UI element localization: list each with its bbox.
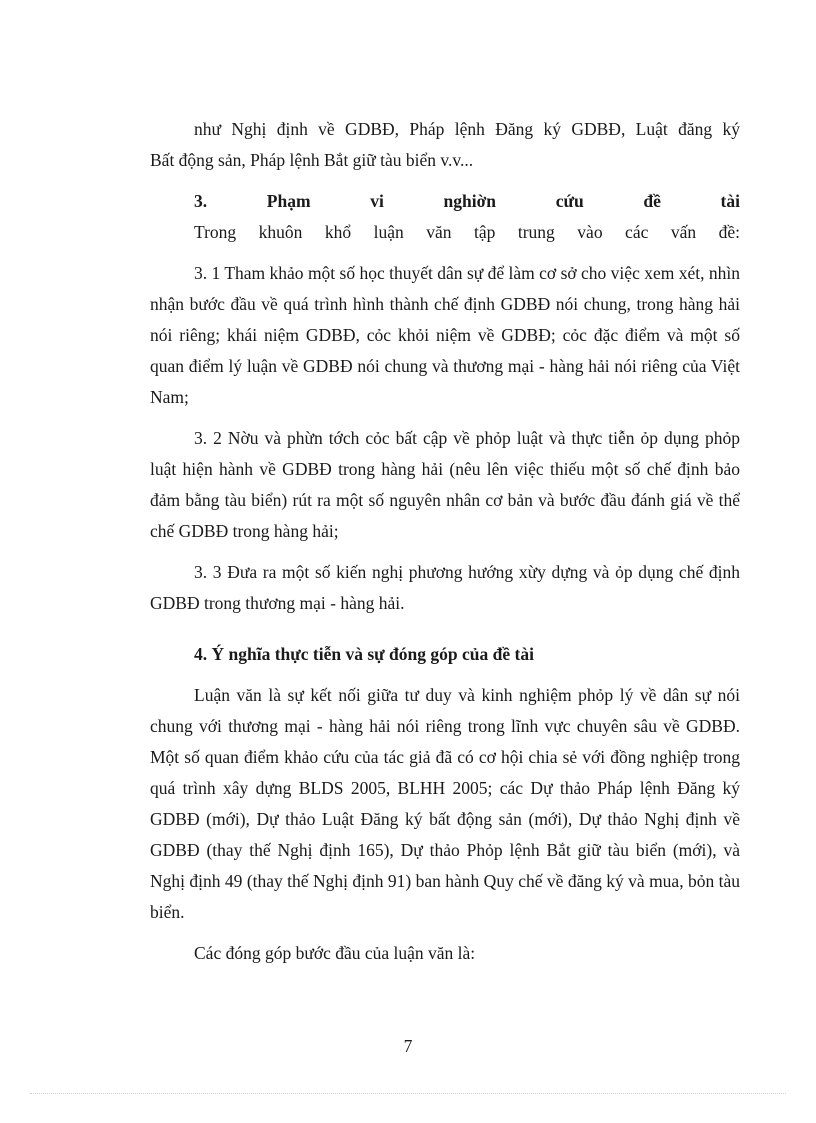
heading-word: cứu [555,191,584,211]
intro-line-1: như Nghị định về GDBĐ, Pháp lệnh Đăng ký GDBĐ, Luật đăng ký [194,119,740,139]
section-3-item-2: 3. 2 Nờu và phừn tớch cỏc bất cập về phỏp luật và thực tiễn ỏp dụng phỏp luật hiện hành về GDBĐ trong hàng hải (nêu lên việc thiếu một số chế định bảo đảm bằng tàu biển) rút ra một số nguyên nhân cơ bản và bước đầu đánh giá về thể chế GDBĐ trong hàng hải; [150,428,740,541]
page-bottom-divider [30,1093,786,1094]
heading-word: nghiờn [443,191,497,211]
page-number: 7 [403,1036,413,1056]
heading-word: 3. [194,191,208,211]
section-4-closing: Các đóng góp bước đầu của luận văn là: [194,943,476,963]
intro-line-2: Bất động sản, Pháp lệnh Bắt giữ tàu biển v.v... [150,150,474,170]
heading-word: vi [370,191,384,211]
section-4-paragraph: Luận văn là sự kết nối giữa tư duy và kinh nghiệm phỏp lý về dân sự nói chung với thương mại - hàng hải nói riêng trong lĩnh vực chuyên sâu về GDBĐ. Một số quan điểm khảo cứu của tác giả đã có cơ hội chia sẻ với đồng nghiệp trong quá trình xây dựng BLDS 2005, BLHH 2005; các Dự thảo Pháp lệnh Đăng ký GDBĐ (mới), Dự thảo Luật Đăng ký bất động sản (mới), Dự thảo Nghị định về GDBĐ (thay thế Nghị định 165), Dự thảo Phỏp lệnh Bắt giữ tàu biển (mới), và Nghị định 49 (thay thế Nghị định 91) ban hành Quy chế về đăng ký và mua, bỏn tàu biển. [150,685,740,922]
heading-word: đề [643,191,661,211]
heading-word: tài [720,191,740,211]
body-text [150,114,740,969]
section-3-lead: Trong khuôn khổ luận văn tập trung vào các vấn đề: [194,222,740,242]
section-3-item-3: 3. 3 Đưa ra một số kiến nghị phương hướng xừy dựng và ỏp dụng chế định GDBĐ trong thương mại - hàng hải. [150,562,740,613]
section-3-item-1: 3. 1 Tham khảo một số học thuyết dân sự để làm cơ sở cho việc xem xét, nhìn nhận bước đầu về quá trình hình thành chế định GDBĐ nói chung, trong hàng hải nói riêng; khái niệm GDBĐ, cỏc khỏi niệm về GDBĐ; cỏc đặc điểm và một số quan điểm lý luận về GDBĐ nói chung và thương mại - hàng hải nói riêng của Việt Nam; [150,263,740,407]
heading-word: Phạm [266,191,311,211]
section-4-heading: 4. Ý nghĩa thực tiễn và sự đóng góp của đề tài [194,644,534,664]
section-3-heading [150,186,740,217]
